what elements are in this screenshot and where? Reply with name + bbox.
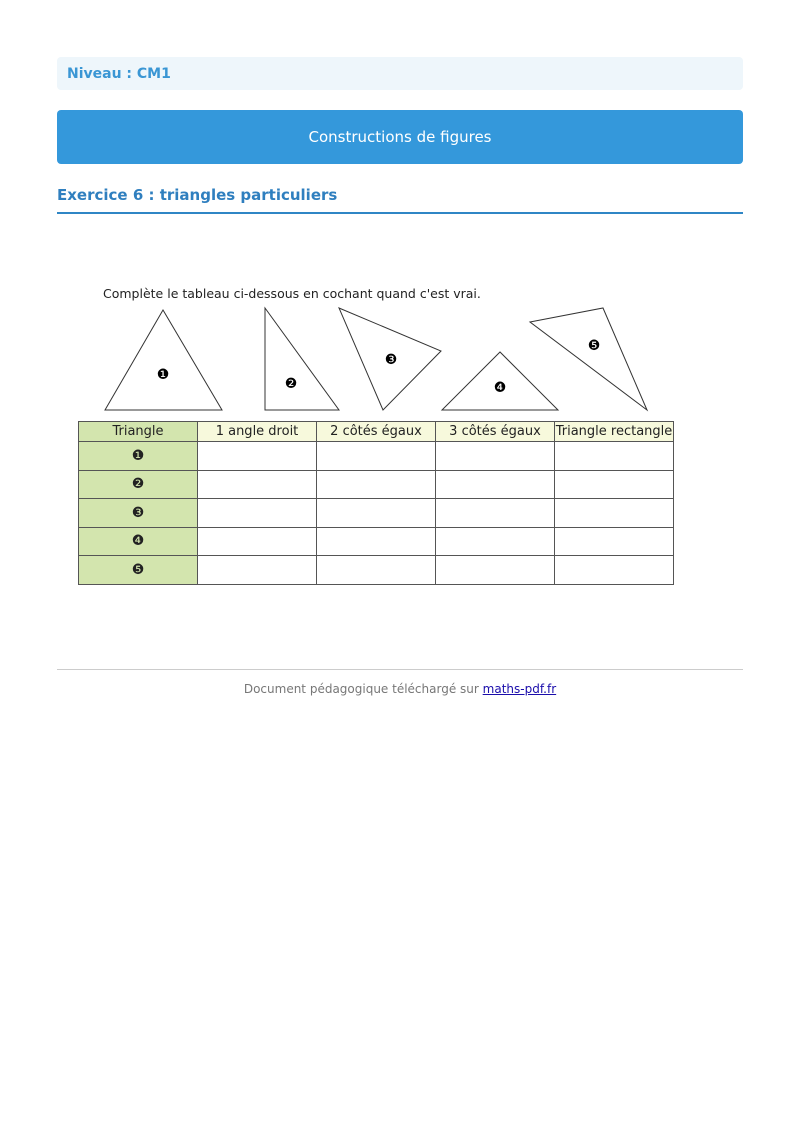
triangles-figure [0,0,800,430]
table-row [79,470,674,499]
footer [0,682,800,696]
table-header: Triangle rectangle [555,422,674,442]
row-label: ❹ [79,527,198,556]
answer-table [78,421,674,585]
answer-cell[interactable] [317,527,436,556]
answer-cell[interactable] [198,499,317,528]
answer-cell[interactable] [555,442,674,471]
triangle-5 [530,308,647,410]
table-header-row [79,422,674,442]
footer-text: Document pédagogique téléchargé sur [243,682,479,696]
triangle-label-3: ❸ [384,352,398,368]
triangle-2 [265,308,339,410]
footer-link[interactable]: maths-pdf.fr [482,682,557,696]
banner-title: Constructions de figures [308,128,492,146]
level-label: Niveau : CM1 [67,65,171,82]
table-row [79,442,674,471]
table-header: 2 côtés égaux [317,422,436,442]
answer-cell[interactable] [198,470,317,499]
footer-divider [57,669,743,670]
exercise-instruction: Complète le tableau ci-dessous en cochant quand c'est vrai. [103,286,481,301]
answer-cell[interactable] [555,470,674,499]
answer-cell[interactable] [198,527,317,556]
triangle-label-5: ❺ [587,338,601,354]
triangle-label-2: ❷ [284,376,298,392]
answer-cell[interactable] [198,556,317,585]
answer-cell[interactable] [555,556,674,585]
answer-cell[interactable] [317,499,436,528]
answer-cell[interactable] [317,470,436,499]
triangle-1 [105,310,222,410]
answer-cell[interactable] [436,527,555,556]
answer-cell[interactable] [436,442,555,471]
answer-cell[interactable] [436,556,555,585]
row-label: ❺ [79,556,198,585]
answer-cell[interactable] [436,499,555,528]
row-label: ❷ [79,470,198,499]
table-row [79,556,674,585]
answer-cell[interactable] [198,442,317,471]
answer-cell[interactable] [436,470,555,499]
table-header: 1 angle droit [198,422,317,442]
table-header: Triangle [79,422,198,442]
row-label: ❶ [79,442,198,471]
table-row [79,527,674,556]
answer-cell[interactable] [317,442,436,471]
answer-cell[interactable] [555,527,674,556]
triangle-label-4: ❹ [493,380,507,396]
answer-cell[interactable] [555,499,674,528]
answer-cell[interactable] [317,556,436,585]
triangle-label-1: ❶ [156,367,170,383]
table-header: 3 côtés égaux [436,422,555,442]
table-row [79,499,674,528]
exercise-title: Exercice 6 : triangles particuliers [57,186,338,204]
row-label: ❸ [79,499,198,528]
